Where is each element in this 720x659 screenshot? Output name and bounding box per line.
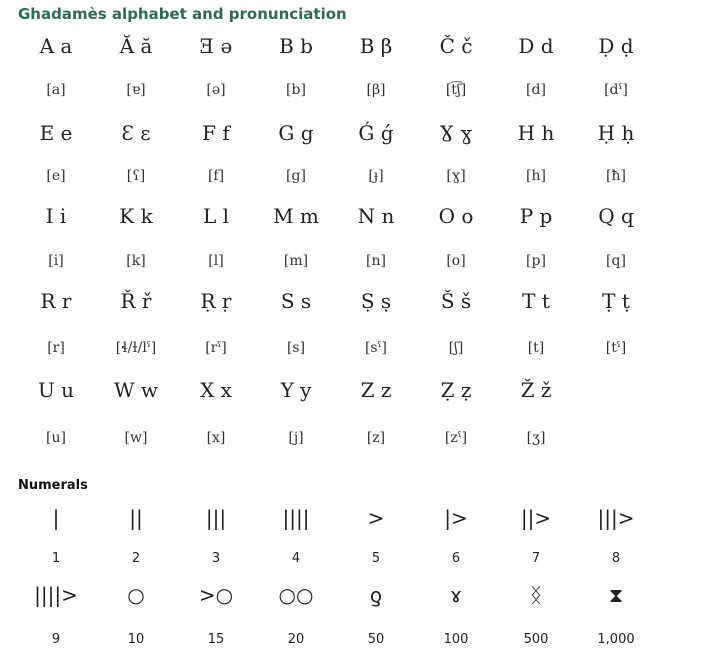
ipa-cell: [ħ] [606,168,626,184]
numeral-symbol: ○○ [278,583,314,607]
ipa-cell: [ʒ] [526,430,546,446]
numeral-value: 2 [131,551,141,566]
numeral-symbol: ⧗ [608,583,624,607]
ipa-cell-row [16,246,656,276]
letter-cell: Ă ă [119,34,153,58]
numeral-value: 500 [523,632,549,647]
ipa-cell: [zˤ] [444,430,468,446]
letter-cell-row [16,201,656,231]
ipa-cell: [b] [286,82,306,98]
letter-cell: Ǝ ə [199,34,233,58]
letter-cell: B b [279,34,313,58]
letter-cell: L l [202,204,230,228]
letter-cell: T t [522,289,550,313]
ipa-cell: [ɬ/ɫ/lˤ] [115,340,157,356]
numeral-value: 5 [371,551,381,566]
numeral-value: 9 [51,632,61,647]
letter-cell: Ẓ ẓ [440,378,472,402]
ipa-cell: [o] [446,253,466,269]
numeral-value: 50 [367,632,385,647]
letter-cell: Č č [439,34,473,58]
ipa-cell: [m] [283,253,309,269]
ipa-cell-row [16,423,656,453]
numeral-symbol: |||| [282,506,310,530]
ipa-cell: [q] [606,253,626,269]
ipa-cell: [k] [126,253,146,269]
numeral-value: 10 [127,632,145,647]
letter-cell: Ṛ ṛ [200,289,232,313]
ipa-cell-row [16,75,656,105]
letter-cell: Y y [280,378,312,402]
numeral-value: 20 [287,632,305,647]
numerals-heading: Numerals [18,478,88,493]
ipa-cell: [d] [526,82,546,98]
letter-cell: H h [517,121,555,145]
letter-cell: Ɛ ɛ [121,121,151,145]
ipa-cell: [ʕ] [126,168,146,184]
ipa-cell: [j] [288,430,304,446]
letter-cell: U u [37,378,75,402]
letter-cell: Š š [440,289,472,313]
ipa-cell: [β] [366,82,386,98]
ipa-cell: [r] [47,340,65,356]
letter-cell: K k [119,204,153,228]
letter-cell: P p [519,204,553,228]
numeral-value-row [16,544,656,574]
letter-cell: X x [200,378,232,402]
letter-cell: Z z [360,378,392,402]
numeral-symbol: ||||> [34,583,78,607]
letter-cell: Ɣ ɣ [439,121,473,145]
letter-cell: Ž ž [520,378,552,402]
letter-cell: D d [518,34,554,58]
letter-cell: E e [39,121,73,145]
letter-cell: O o [438,204,474,228]
letter-cell: N n [357,204,395,228]
letter-cell: A a [39,34,73,58]
numeral-value: 15 [207,632,225,647]
numeral-symbol: ƍ [369,583,383,607]
page-title: Ghadamès alphabet and pronunciation [18,5,347,23]
ipa-cell: [p] [526,253,546,269]
letter-cell: R r [40,289,72,313]
letter-cell: Ṭ ṭ [602,289,630,313]
ipa-cell: [s] [286,340,306,356]
ipa-cell: [a] [46,82,66,98]
numeral-value: 7 [531,551,541,566]
numeral-symbol: ||| [205,506,227,530]
ipa-cell: [rˤ] [205,340,227,356]
letter-cell: Q q [598,204,634,228]
ipa-cell-row [16,161,656,191]
ipa-cell: [sˤ] [364,340,388,356]
numeral-value: 4 [291,551,301,566]
ipa-cell: [e] [46,168,66,184]
numeral-value: 1 [51,551,61,566]
ipa-cell: [z] [366,430,386,446]
numeral-symbol: | [52,506,60,530]
ipa-cell: [ə] [206,82,226,98]
numeral-symbol-row [16,503,656,533]
numeral-symbol: ||> [520,506,552,530]
letter-cell: I i [45,204,67,228]
numeral-value: 8 [611,551,621,566]
letter-cell-row [16,375,656,405]
ipa-cell: [n] [366,253,386,269]
numeral-symbol: > [367,506,385,530]
ipa-cell: [h] [526,168,546,184]
letter-cell: Ř ř [120,289,152,313]
ipa-cell: [g] [286,168,306,184]
numeral-symbol: ○ [127,583,145,607]
ipa-cell: [l] [208,253,224,269]
numeral-symbol: |||> [597,506,635,530]
letter-cell-row [16,118,656,148]
numeral-value: 1,000 [597,632,635,647]
ipa-cell: [w] [124,430,148,446]
ipa-cell: [ɐ] [126,82,146,98]
letter-cell: Ḍ ḍ [598,34,634,58]
numeral-symbol: || [129,506,143,530]
letter-cell: F f [202,121,230,145]
letter-cell: Ḥ ḥ [597,121,635,145]
letter-cell: Ṣ ṣ [360,289,392,313]
letter-cell: M m [273,204,319,228]
ipa-cell: [u] [46,430,66,446]
ipa-cell: [ɟ] [368,168,384,184]
ipa-cell: [f] [207,168,225,184]
letter-cell: Β β [359,34,393,58]
ipa-cell: [ɣ] [446,168,466,184]
numeral-value: 100 [443,632,469,647]
numeral-symbol: ɤ [450,583,462,607]
letter-cell: S s [280,289,312,313]
letter-cell-row [16,31,656,61]
numeral-value: 3 [211,551,221,566]
ipa-cell: [tˤ] [605,340,627,356]
ipa-cell-row [16,333,656,363]
letter-cell-row [16,286,656,316]
numeral-symbol: >○ [198,583,234,607]
ipa-cell: [x] [206,430,226,446]
numeral-symbol-row [16,580,656,610]
numeral-symbol: ᛝ [530,583,542,607]
letter-cell: G g [278,121,314,145]
ipa-cell: [ʃ] [448,340,464,356]
letter-cell: Ǵ ǵ [358,121,394,145]
numeral-value: 6 [451,551,461,566]
ipa-cell: [i] [48,253,64,269]
ipa-cell: [dˤ] [604,82,628,98]
ipa-cell: [t͡ʃ] [445,82,467,98]
ipa-cell: [t] [527,340,545,356]
numeral-value-row [16,625,656,655]
numeral-symbol: |> [444,506,468,530]
letter-cell: W w [113,378,159,402]
